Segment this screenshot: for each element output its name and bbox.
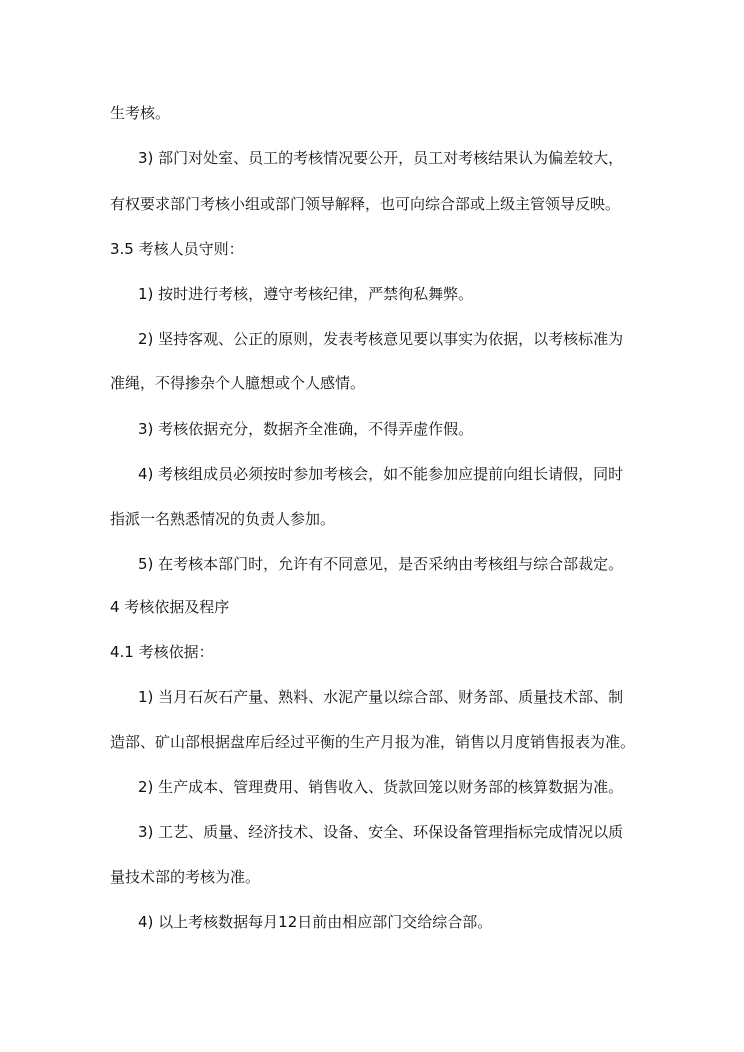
paragraph-line: 3) 工艺、质量、经济技术、设备、安全、环保设备管理指标完成情况以质: [138, 823, 624, 841]
paragraph-line: 2) 生产成本、管理费用、销售收入、货款回笼以财务部的核算数据为准。: [138, 778, 624, 796]
paragraph-line: 准绳，不得掺杂个人臆想或个人感情。: [110, 374, 366, 392]
paragraph-line: 1) 当月石灰石产量、熟料、水泥产量以综合部、财务部、质量技术部、制: [138, 688, 624, 706]
paragraph-line: 3) 部门对处室、员工的考核情况要公开，员工对考核结果认为偏差较大，: [138, 149, 624, 167]
paragraph-line: 生考核。: [110, 104, 171, 122]
paragraph-line: 量技术部的考核为准。: [110, 868, 261, 886]
paragraph-line: 3) 考核依据充分，数据齐全准确，不得弄虚作假。: [138, 420, 474, 438]
paragraph-line: 有权要求部门考核小组或部门领导解释，也可向综合部或上级主管领导反映。: [110, 195, 621, 213]
section-heading: 4.1 考核依据：: [110, 643, 214, 661]
paragraph-line: 4) 考核组成员必须按时参加考核会，如不能参加应提前向组长请假，同时: [138, 465, 624, 483]
paragraph-line: 造部、矿山部根据盘库后经过平衡的生产月报为准，销售以月度销售报表为准。: [110, 733, 636, 751]
section-heading: 4 考核依据及程序: [110, 598, 230, 616]
paragraph-line: 5) 在考核本部门时，允许有不同意见，是否采纳由考核组与综合部裁定。: [138, 555, 624, 573]
paragraph-line: 4) 以上考核数据每月12日前由相应部门交给综合部。: [138, 913, 493, 931]
paragraph-line: 2) 坚持客观、公正的原则，发表考核意见要以事实为依据，以考核标准为: [138, 330, 624, 348]
paragraph-line: 指派一名熟悉情况的负责人参加。: [110, 510, 336, 528]
section-heading: 3.5 考核人员守则：: [110, 240, 244, 258]
paragraph-line: 1) 按时进行考核，遵守考核纪律，严禁徇私舞弊。: [138, 285, 474, 303]
